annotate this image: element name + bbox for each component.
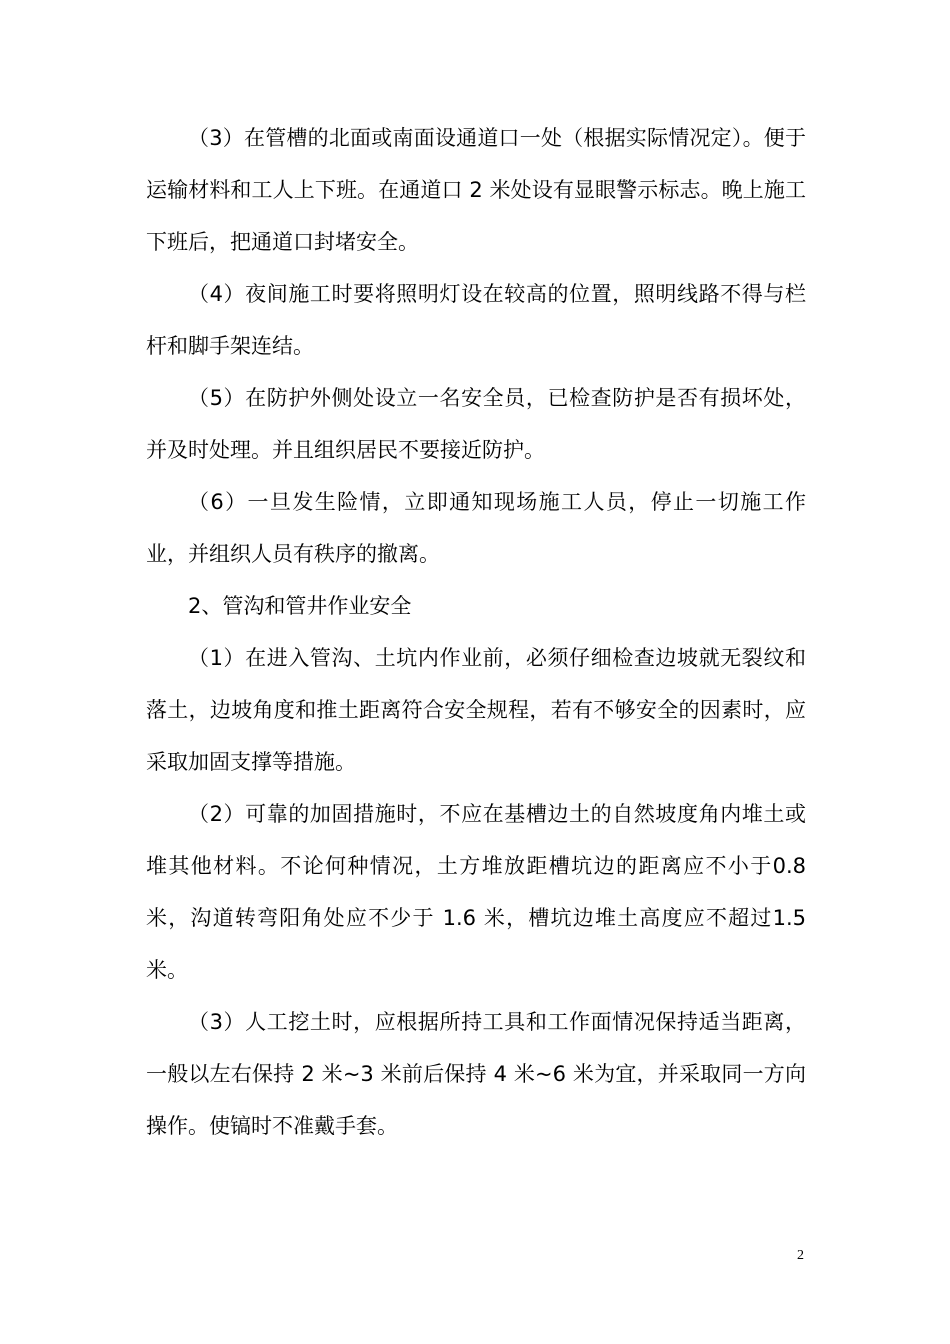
- paragraph-3-manual-digging: （3）人工挖土时，应根据所持工具和工作面情况保持适当距离，一般以左右保持 2 米~3 米前后保持 4 米~6 米为宜，并采取同一方向操作。使镐时不准戴手套。: [146, 1010, 806, 1138]
- paragraph-4-night-lighting: （4）夜间施工时要将照明灯设在较高的位置，照明线路不得与栏杆和脚手架连结。: [146, 282, 806, 358]
- paragraph-1-trench-check: （1）在进入管沟、土坑内作业前，必须仔细检查边坡就无裂纹和落土，边坡角度和推土距离符合安全规程，若有不够安全的因素时，应采取加固支撑等措施。: [146, 646, 806, 774]
- page-body: [146, 112, 806, 1152]
- paragraph-3-passage: （3）在管槽的北面或南面设通道口一处（根据实际情况定）。便于运输材料和工人上下班。在通道口 2 米处设有显眼警示标志。晚上施工下班后，把通道口封堵安全。: [146, 126, 806, 254]
- paragraph-2-soil-piling: （2）可靠的加固措施时，不应在基槽边土的自然坡度角内堆土或堆其他材料。不论何种情况，土方堆放距槽坑边的距离应不小于0.8 米，沟道转弯阳角处应不少于 1.6 米，槽坑边堆土高度应不超过1.5 米。: [146, 802, 806, 982]
- paragraph-6-emergency: （6）一旦发生险情，立即通知现场施工人员，停止一切施工作业，并组织人员有秩序的撤离。: [146, 490, 806, 566]
- page-number: 2: [797, 1248, 804, 1263]
- paragraph-5-safety-officer: （5）在防护外侧处设立一名安全员，已检查防护是否有损坏处，并及时处理。并且组织居民不要接近防护。: [146, 386, 806, 462]
- section-heading: 2、管沟和管井作业安全: [188, 594, 412, 618]
